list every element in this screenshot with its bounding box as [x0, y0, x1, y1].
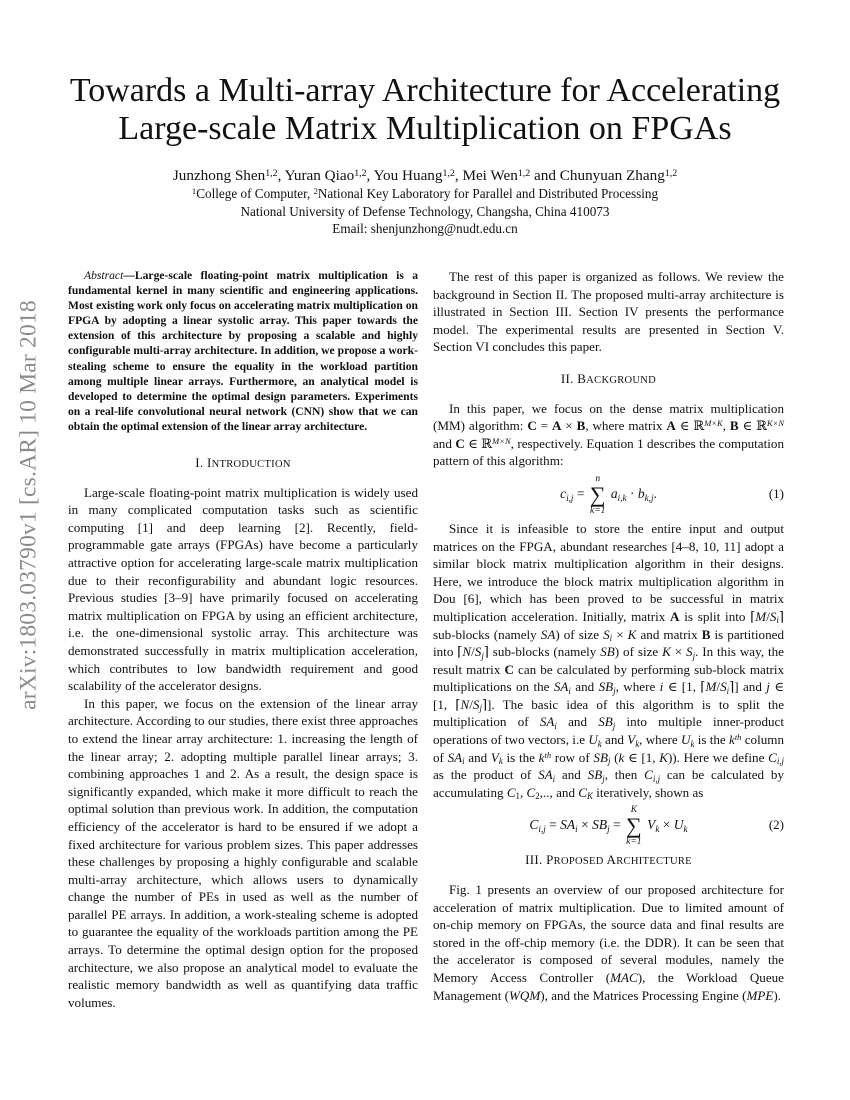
equation-number: (2) [768, 817, 784, 833]
section-number: III. [525, 852, 547, 868]
arxiv-sidebar-stamp [12, 290, 46, 720]
right-column [433, 268, 784, 1004]
arxiv-id: arXiv:1803.03790v1 [cs.AR] 10 Mar 2018 [15, 300, 42, 710]
title-line-1: Towards a Multi-array Architecture for Accelerating [69, 72, 781, 109]
affil-marker: 2 [313, 186, 318, 197]
affil-lab: National Key Laboratory for Parallel and Distributed Processing [317, 186, 659, 201]
affiliation-line-1 [55, 185, 795, 203]
section-number: II. [560, 370, 578, 386]
sum-upper-limit: K [630, 805, 638, 816]
sum-lower-limit: k=1 [590, 505, 606, 516]
author: You Huang [373, 167, 443, 184]
author-sep: and [530, 167, 560, 184]
abstract-text: —Large-scale floating-point matrix multiplication is a fundamental kernel in many scientific and engineering applications. Most existing work only focus on accelerating matrix multiplication on FPGA by adopting a linear systolic array. This paper towards the extension of this architecture by proposing a scalable and highly configurable multi-array architecture. In addition, we propose a work-stealing scheme to ensure the equality in the workload partition among multiple linear arrays. Furthermore, an analytical model is developed to determine the optimal design parameters. Experiments on a real-life convolutional neural network (CNN) show that we can obtain the optimal extension of the linear array architecture. [68, 269, 418, 433]
author: Chunyuan Zhang [559, 167, 665, 184]
section-heading-background [433, 370, 784, 390]
section-title-rest: RCHITECTURE [616, 856, 692, 868]
sum-lower-limit: k=1 [626, 837, 642, 848]
author-list [55, 167, 795, 185]
author-affil-sup: 1,2 [442, 167, 455, 179]
author-sep: , [277, 167, 285, 184]
equation-number: (1) [768, 485, 784, 501]
section-heading-architecture [433, 851, 784, 871]
left-column [68, 268, 418, 1011]
section-title-rest: NTRODUCTION [211, 459, 291, 471]
intro-paragraph-2: In this paper, we focus on the extension of the linear array architecture. According to our studies, there exist three approaches to extend the linear array architecture: 1. increasing the length of the linear array; 2. adopting multiple parallel linear arrays; 3. combining approaches 1 and 2. As a result, the design space is significantly expanded, which make it more difficult to reach the optimal solution than previous work. In addition, the computation efficiency of the accelerator is hard to be ensured if we adopt a fixed architecture for various problem sizes. This paper addresses these challenges by proposing a highly configurable and scalable multi-array architecture, which allows users to dynamically change the number of PEs in used as well as the number of parallel PE arrays. In addition, a work-stealing scheme is adopted to guarantee the equality of the workloads partition among the PE arrays. To determine the optimal design option for the proposed architecture, we also propose an analytical model to evaluate the realistic memory bandwidth as well as quantifying data traffic volumes. [68, 695, 418, 1010]
author-affil-sup: 1,2 [517, 167, 531, 179]
section-number: I. [195, 455, 207, 471]
organization-paragraph: The rest of this paper is organized as follows. We review the background in Section II. The proposed multi-array architecture is illustrated in Section III. Section IV presents the performance model. The experimental results are presented in Section V. Section VI concludes this paper. [433, 269, 784, 355]
paper-header [55, 72, 795, 238]
author-affil-sup: 1,2 [664, 167, 678, 179]
author-affil-sup: 1,2 [265, 167, 278, 179]
section-title-initial: B [577, 370, 587, 386]
section-heading-introduction [68, 454, 418, 474]
title-line-2: Large-scale Matrix Multiplication on FPGAs [118, 110, 732, 147]
equation-2: $C_{i,j} = SA_i \times SB_j$ = K ∑ k=1 $V_k \times U_k$ (2) [529, 805, 784, 848]
author: Yuran Qiao [284, 167, 355, 184]
author: Mei Wen [462, 167, 518, 184]
paper-title [55, 72, 795, 148]
affiliation-line-2: National University of Defense Technology, Changsha, China 410073 [240, 203, 610, 219]
abstract-label: Abstract [84, 269, 124, 282]
author: Junzhong Shen [172, 167, 266, 184]
sum-upper-limit: n [595, 473, 601, 484]
block-algorithm-paragraph: Since it is infeasible to store the entire input and output matrices on the FPGA, abundant researches [4–8, 10, 11] adopt a similar block matrix multiplication algorithm in their designs. Here, we introduce the block matrix multiplication algorithm in Dou [6], which has been proved to be successful in matrix multiplication acceleration. Initially, matrix A is split into $⌈M/S_i⌉$ sub-blocks (namely SA) of size $S_i \times K$ and matrix B is partitioned into $⌈N/S_j⌉$ sub-blocks (namely SB) of size $K \times S_j$. In this way, the result matrix C can be calculated by performing sub-block matrix multiplications on the $SA_i$ and $SB_j$, where i ∈ [1, $⌈M/S_i⌉$] and j ∈ [1, $⌈N/S_j⌉$]. The basic idea of this algorithm is to split the multiplication of $SA_i$ and $SB_j$ into multiple inner-product operations of two vectors, i.e $U_k$ and $V_k$, where $U_k$ is the $k^{th}$ column of $SA_i$ and $V_k$ is the $k^{th}$ row of $SB_j$ (k ∈ [1, K)). Here we define $C_{i,j}$ as the product of $SA_i$ and $SB_j$, then $C_{i,j}$ can be calculated by accumulating $C_1$, $C_2$,.., and $C_K$ iteratively, shown as [433, 520, 785, 802]
author-email: Email: shenjunzhong@nudt.edu.cn [332, 221, 518, 236]
section-title-rest: ROPOSED [553, 856, 607, 868]
affil-college: College of Computer, [196, 186, 314, 201]
affil-marker: 1 [191, 186, 197, 197]
section-title-initial: I [206, 455, 212, 471]
author-sep: , [454, 167, 463, 184]
section-title-rest: ACKGROUND [586, 374, 657, 386]
background-paragraph: In this paper, we focus on the dense matrix multiplication (MM) algorithm: C = A × B, where matrix A ∈ ℝ$^{M\times K}$, B ∈ ℝ$^{K\times N}$ and C ∈ ℝ$^{M\times N}$, respectively. Equation 1 describes the computation pattern of this algorithm: [433, 400, 785, 469]
author-affil-sup: 1,2 [354, 167, 367, 179]
equation-1: $c_{i,j}$ = n ∑ k=1 $a_{i,k} \cdot b_{k,j}$. (1) [560, 473, 784, 516]
section-title-initial: P [546, 852, 554, 868]
abstract [68, 268, 418, 434]
intro-paragraph-1: Large-scale floating-point matrix multiplication is widely used in many complicated computation tasks such as scientific computing [1] and deep learning [2]. Recently, field-programmable gate arrays (FPGAs) have become a particularly attractive option for accelerating large-scale matrix multiplication due to their reconfigurability and abundant logic resources. Previous studies [3–9] have primarily focused on accelerating matrix multiplication on FPGA by using an efficient architecture, i.e. the one-dimensional systolic array. This architecture was demonstrated successfully in matrix multiplication acceleration, which contributes to low bandwidth requirement and good scalability of the accelerator designs. [68, 484, 418, 694]
architecture-paragraph: Fig. 1 presents an overview of our proposed architecture for acceleration of matrix multiplication. Due to limited amount of on-chip memory on FPGAs, the source data and final results are stored in the off-chip memory (i.e. the DDR). It can be seen that the accelerator is composed of several modules, namely the Memory Access Controller (MAC), the Workload Queue Management (WQM), and the Matrices Processing Engine (MPE). [433, 882, 784, 1003]
section-title-initial: A [606, 852, 617, 868]
author-sep: , [366, 167, 374, 184]
